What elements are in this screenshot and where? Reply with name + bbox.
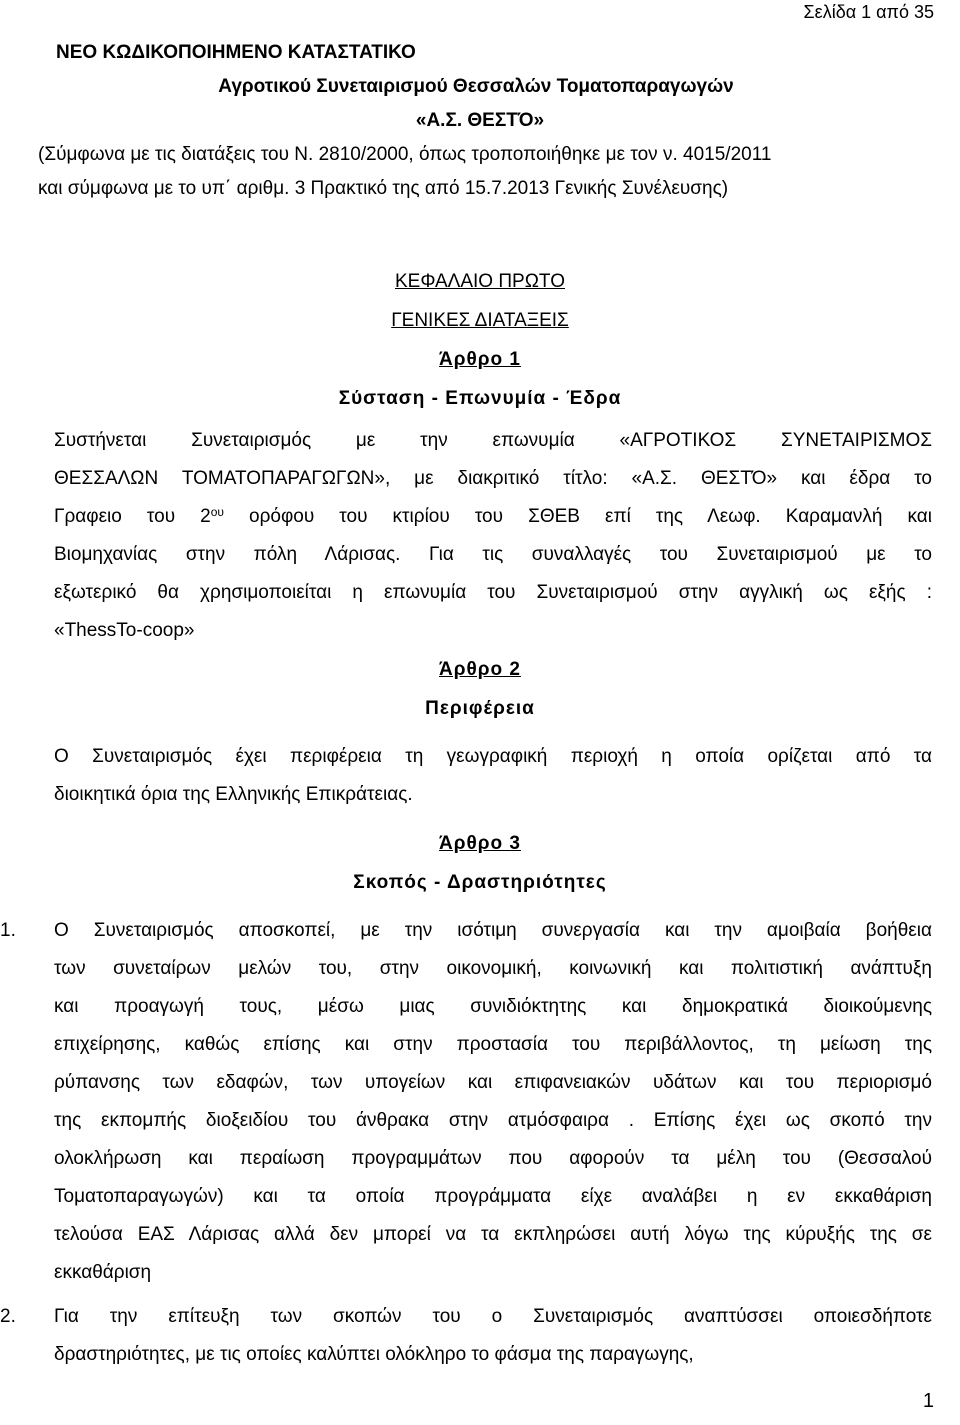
article-2-heading [0, 650, 960, 728]
item-number: 2. [0, 1306, 16, 1327]
article-1-line: εξωτερικό θα χρησιμοποιείται η επωνυμία του Συνεταιρισμού στην αγγλική ως εξής : [54, 582, 932, 603]
article-1-body [54, 422, 932, 650]
article-2-line: Ο Συνεταιρισμός έχει περιφέρεια τη γεωγραφική περιοχή η οποία ορίζεται από τα [54, 746, 932, 767]
article-3-line: Τοματοπαραγωγών) και τα οποία προγράμματα είχε αναλάβει η εν εκκαθάριση [54, 1186, 932, 1207]
article-3-line: ρύπανσης των εδαφών, των υπογείων και επιφανειακών υδάτων και του περιορισμό [54, 1072, 932, 1093]
article-1-line: Βιομηχανίας στην πόλη Λάρισας. Για τις συναλλαγές του Συνεταιρισμού με το [54, 544, 932, 565]
amendment-line: και σύμφωνα με το υπ΄ αριθμ. 3 Πρακτικό της από 15.7.2013 Γενικής Συνέλευσης) [38, 178, 729, 199]
article-2-label: Άρθρο 2 [439, 659, 521, 680]
legal-basis-line: (Σύμφωνα με τις διατάξεις του Ν. 2810/2000, όπως τροποποιήθηκε με τον ν. 4015/2011 [38, 144, 772, 165]
document-header [0, 36, 960, 206]
article-3-line: Για την επίτευξη των σκοπών του ο Συνεταιρισμός αναπτύσσει οποιεσδήποτε [54, 1306, 932, 1327]
page-counter: Σελίδα 1 από 35 [803, 2, 934, 22]
article-3-line: Ο Συνεταιρισμός αποσκοπεί, με την ισότιμη συνεργασία και την αμοιβαία βοήθεια [54, 920, 932, 941]
cooperative-short-name: «Α.Σ. ΘΕΣΤΌ» [415, 110, 545, 131]
article-3-line: εκκαθάριση [54, 1262, 152, 1283]
article-1-heading: Σύσταση - Επωνυμία - Έδρα [338, 388, 622, 409]
article-3-label: Άρθρο 3 [439, 833, 521, 854]
article-1-label: Άρθρο 1 [439, 349, 521, 370]
article-3-item-2-body [54, 1298, 932, 1374]
document-title: ΝΕΟ ΚΩΔΙΚΟΠΟΙΗΜΕΝΟ ΚΑΤΑΣΤΑΤΙΚΟ [56, 42, 416, 63]
page-number: 1 [922, 1390, 934, 1412]
cooperative-name: Αγροτικού Συνεταιρισμού Θεσσαλών Τοματοπαραγωγών [218, 76, 734, 97]
chapter-heading [0, 262, 960, 418]
article-1-line: Συστήνεται Συνεταιρισμός με την επωνυμία «ΑΓΡΟΤΙΚΟΣ ΣΥΝΕΤΑΙΡΙΣΜΟΣ [54, 430, 932, 451]
article-3-item-1-body [54, 912, 932, 1292]
article-3-line: της εκπομπής διοξειδίου του άνθρακα στην ατμόσφαιρα . Επίσης έχει ως σκοπό την [54, 1110, 932, 1131]
article-3-heading [0, 824, 960, 902]
article-3-line: ολοκλήρωση και περαίωση προγραμμάτων που αφορούν τα μέλη του (Θεσσαλού [54, 1148, 932, 1169]
article-3-line: των συνεταίρων μελών του, στην οικονομική, κοινωνική και πολιτιστική ανάπτυξη [54, 958, 932, 979]
article-3-title: Σκοπός - Δραστηριότητες [353, 872, 607, 893]
article-2-body [54, 738, 932, 814]
article-2-title: Περιφέρεια [425, 698, 535, 719]
item-number: 1. [0, 920, 16, 941]
article-1-line: Γραφειο του $2^{o\upsilon}$ ορόφου του κτιρίου του ΣΘΕΒ επί της Λεωφ. Καραμανλή και [54, 505, 932, 527]
article-3-line: τελούσα ΕΑΣ Λάρισας αλλά δεν μπορεί να τα εκπληρώσει αυτή λόγω της κύρυξής της σε [54, 1224, 932, 1245]
article-2-line: διοικητικά όρια της Ελληνικής Επικράτειας. [54, 784, 413, 805]
chapter-subtitle: ΓΕΝΙΚΕΣ ΔΙΑΤΑΞΕΙΣ [391, 310, 569, 331]
article-1-line: ΘΕΣΣΑΛΩΝ ΤΟΜΑΤΟΠΑΡΑΓΩΓΩΝ», με διακριτικό τίτλο: «Α.Σ. ΘΕΣΤΌ» και έδρα το [54, 468, 932, 489]
chapter-title: ΚΕΦΑΛΑΙΟ ΠΡΩΤΟ [395, 271, 565, 292]
article-3-line: και προαγωγή τους, μέσω μιας συνιδιόκτητης και δημοκρατικά διοικούμενης [54, 996, 932, 1017]
article-3-line: δραστηριότητες, με τις οποίες καλύπτει ολόκληρο το φάσμα της παραγωγης, [54, 1344, 694, 1365]
article-3-line: επιχείρησης, καθώς επίσης και στην προστασία του περιβάλλοντος, τη μείωση της [54, 1034, 932, 1055]
article-1-line: «ThessTo-coop» [54, 620, 195, 641]
